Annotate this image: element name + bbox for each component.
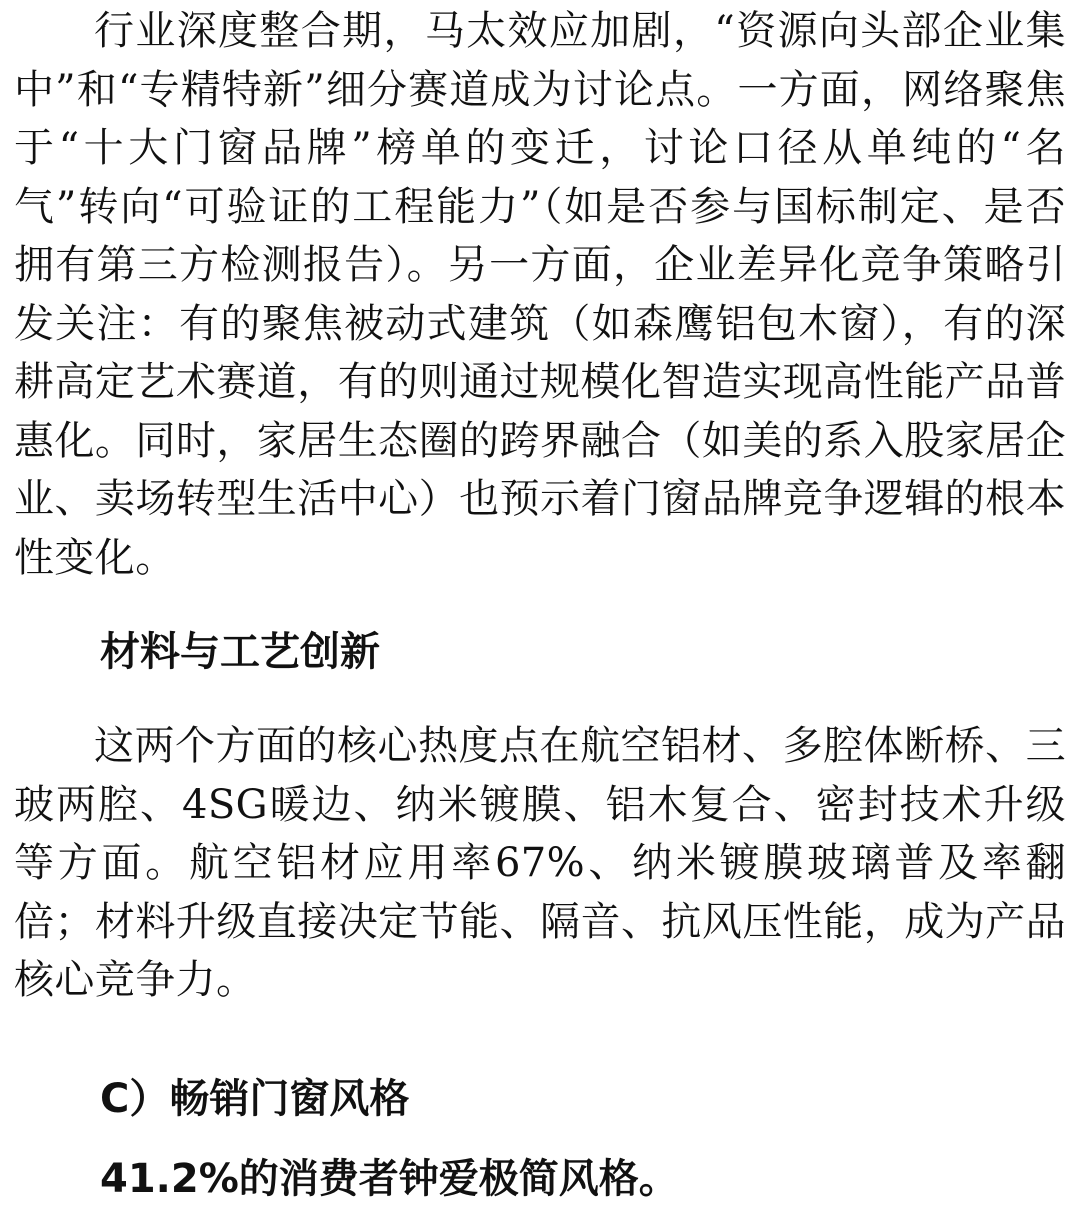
popular-style-section-heading: C）畅销门窗风格 — [100, 1075, 410, 1122]
document-page — [14, 0, 1066, 1208]
industry-paragraph: 行业深度整合期，马太效应加剧，“资源向头部企业集中”和“专精特新”细分赛道成为讨论点。一方面，网络聚焦于“十大门窗品牌”榜单的变迁，讨论口径从单纯的“名气”转向“可验证的工程能力”（如是否参与国标制定、是否拥有第三方检测报告）。另一方面，企业差异化竞争策略引发关注：有的聚焦被动式建筑（如森鹰铝包木窗），有的深耕高定艺术赛道，有的则通过规模化智造实现高性能产品普惠化。同时，家居生态圈的跨界融合（如美的系入股家居企业、卖场转型生活中心）也预示着门窗品牌竞争逻辑的根本性变化。 — [14, 8, 1066, 581]
materials-section-heading: 材料与工艺创新 — [100, 629, 380, 675]
materials-paragraph: 这两个方面的核心热度点在航空铝材、多腔体断桥、三玻两腔、4SG暖边、纳米镀膜、铝木复合、密封技术升级等方面。航空铝材应用率67%、纳米镀膜玻璃普及率翻倍；材料升级直接决定节能、隔音、抗风压性能，成为产品核心竞争力。 — [14, 723, 1066, 1003]
minimalist-stat-line: 41.2%的消费者钟爱极简风格。 — [100, 1155, 679, 1202]
